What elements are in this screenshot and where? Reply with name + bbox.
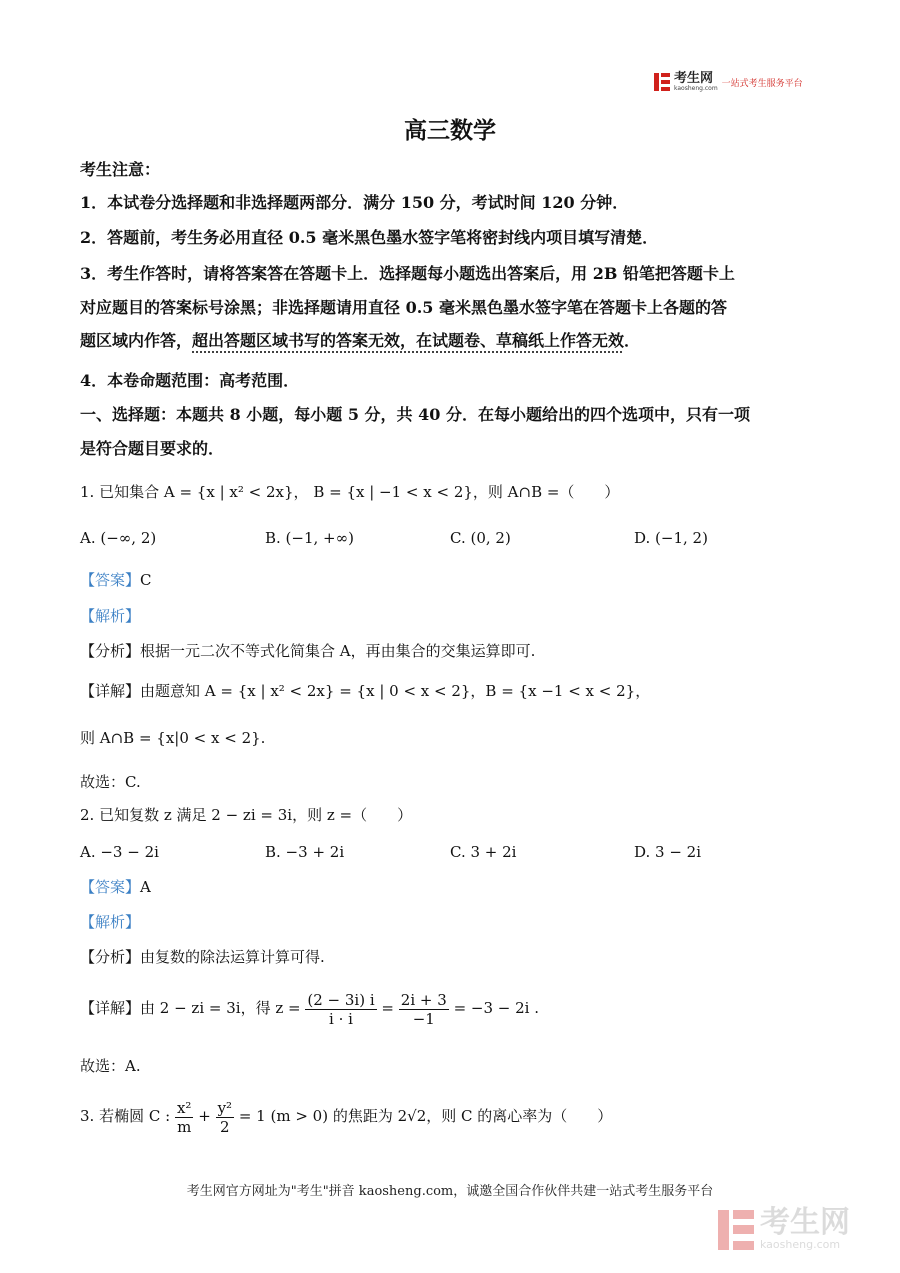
q2-answer-value: A	[140, 878, 151, 896]
xiangjie-label: 【详解】	[80, 682, 141, 700]
notice-item-3: 3．考生作答时，请将答案答在答题卡上．选择题每小题选出答案后，用 2B 铅笔把答题卡上	[80, 264, 735, 283]
q1-fenxi-text: 根据一元二次不等式化简集合 A，再由集合的交集运算即可.	[140, 642, 536, 660]
logo-domain: kaosheng.com	[674, 85, 718, 92]
q1-option-d: D. (−1, 2)	[634, 529, 708, 547]
q1-stem: 1. 已知集合 A = {x | x² < 2x}， B = {x | −1 < x < 2}，则 A∩B =（ ）	[80, 483, 620, 501]
xiangjie-label: 【详解】	[80, 999, 141, 1017]
logo-name: 考生网	[674, 71, 714, 86]
q2-option-a: A. −3 − 2i	[80, 843, 159, 861]
q2-option-b: B. −3 + 2i	[265, 843, 345, 861]
watermark-domain: kaosheng.com	[760, 1238, 841, 1251]
notice-heading: 考生注意：	[80, 160, 161, 179]
q3-frac1-den: m	[177, 1117, 192, 1136]
q3-frac2-num: y²	[217, 1098, 233, 1117]
watermark-logo-icon	[718, 1210, 754, 1250]
q2-frac2-den: −1	[412, 1009, 435, 1028]
answer-label: 【答案】	[80, 878, 141, 896]
watermark-name: 考生网	[760, 1205, 850, 1240]
q2-option-d: D. 3 − 2i	[634, 843, 702, 861]
watermark	[718, 1205, 850, 1251]
site-logo	[654, 72, 803, 92]
page-title: 高三数学	[404, 117, 496, 144]
q1-answer	[80, 570, 152, 590]
logo-mark-icon	[654, 73, 670, 91]
q1-answer-value: C	[140, 571, 152, 589]
q2-frac1-num: (2 − 3i) i	[307, 990, 375, 1009]
q3-frac2-den: 2	[220, 1117, 230, 1136]
q1-stem-suffix: ，则 A∩B =（ ）	[472, 483, 620, 501]
page-footer: 考生网官方网址为"考生"拼音 kaosheng.com，诚邀全国合作伙伴共建一站式考生服务平台	[186, 1184, 714, 1199]
notice-item-3-end-c: ．	[624, 331, 641, 350]
q2-xiangjie-b: = −3 − 2i .	[453, 999, 539, 1017]
q2-eq: =	[381, 999, 394, 1017]
notice-item-1: 1．本试卷分选择题和非选择题两部分．满分 150 分，考试时间 120 分钟．	[80, 193, 629, 212]
q2-frac2-num: 2i + 3	[400, 990, 447, 1009]
q1-xiangjie-text: 由题意知 A = {x | x² < 2x} = {x | 0 < x < 2}，B = {x −1 < x < 2}，	[140, 682, 651, 700]
q2-frac1-den: i · i	[329, 1009, 353, 1028]
q1-choose: 故选：C.	[80, 773, 141, 791]
q1-xiangjie	[80, 681, 650, 701]
notice-item-3-end	[80, 331, 640, 351]
q1-then: 则 A∩B = {x|0 < x < 2}.	[80, 729, 266, 747]
q2-xiangjie-a: 由 2 − zi = 3i，得 z =	[140, 999, 301, 1017]
q2-analysis-label: 【解析】	[80, 913, 141, 931]
notice-emphasis: 超出答题区域书写的答案无效，在试题卷、草稿纸上作答无效	[192, 331, 625, 350]
notice-item-4: 4．本卷命题范围：高考范围．	[80, 371, 300, 390]
q3-plus: +	[198, 1107, 211, 1125]
fenxi-label: 【分析】	[80, 948, 141, 966]
q2-fraction-1	[305, 991, 376, 1028]
q3-stem-a: 3. 若椭圆 C :	[80, 1107, 171, 1125]
q2-answer	[80, 877, 151, 897]
q1-set-b: B = {x | −1 < x < 2}	[313, 483, 473, 501]
q3-fraction-1	[175, 1099, 193, 1136]
answer-label: 【答案】	[80, 571, 141, 589]
q3-stem	[80, 1096, 612, 1136]
fenxi-label: 【分析】	[80, 642, 141, 660]
q1-stem-prefix: 1. 已知集合	[80, 483, 160, 501]
q1-set-a: A = {x | x² < 2x}	[163, 483, 294, 501]
q2-choose: 故选：A.	[80, 1057, 141, 1075]
q3-stem-b: = 1 (m > 0) 的焦距为 2√2，则 C 的离心率为（ ）	[238, 1107, 613, 1125]
logo-slogan: 一站式考生服务平台	[721, 78, 803, 89]
q2-fraction-2	[399, 991, 449, 1028]
q2-fenxi-text: 由复数的除法运算计算可得.	[140, 948, 325, 966]
q1-option-b: B. (−1, +∞)	[265, 529, 354, 547]
notice-item-2: 2．答题前，考生务必用直径 0.5 毫米黑色墨水签字笔将密封线内项目填写清楚．	[80, 228, 659, 247]
notice-item-3-cont: 对应题目的答案标号涂黑；非选择题请用直径 0.5 毫米黑色墨水签字笔在答题卡上各题的答	[80, 298, 727, 317]
q2-option-c: C. 3 + 2i	[450, 843, 517, 861]
q2-stem: 2. 已知复数 z 满足 2 − zi = 3i，则 z =（ ）	[80, 806, 413, 824]
q1-option-a: A. (−∞, 2)	[80, 529, 157, 547]
q1-analysis-label: 【解析】	[80, 607, 141, 625]
section-heading-line1: 一、选择题：本题共 8 小题，每小题 5 分，共 40 分．在每小题给出的四个选项中，只有一项	[80, 405, 750, 424]
section-heading-line2: 是符合题目要求的．	[80, 439, 225, 458]
q2-fenxi	[80, 947, 325, 967]
q1-option-c: C. (0, 2)	[450, 529, 511, 547]
q3-fraction-2	[216, 1099, 235, 1136]
q1-fenxi	[80, 641, 535, 661]
q2-xiangjie	[80, 988, 539, 1028]
q3-frac1-num: x²	[176, 1098, 192, 1117]
notice-item-3-end-a: 题区域内作答，	[80, 331, 193, 350]
